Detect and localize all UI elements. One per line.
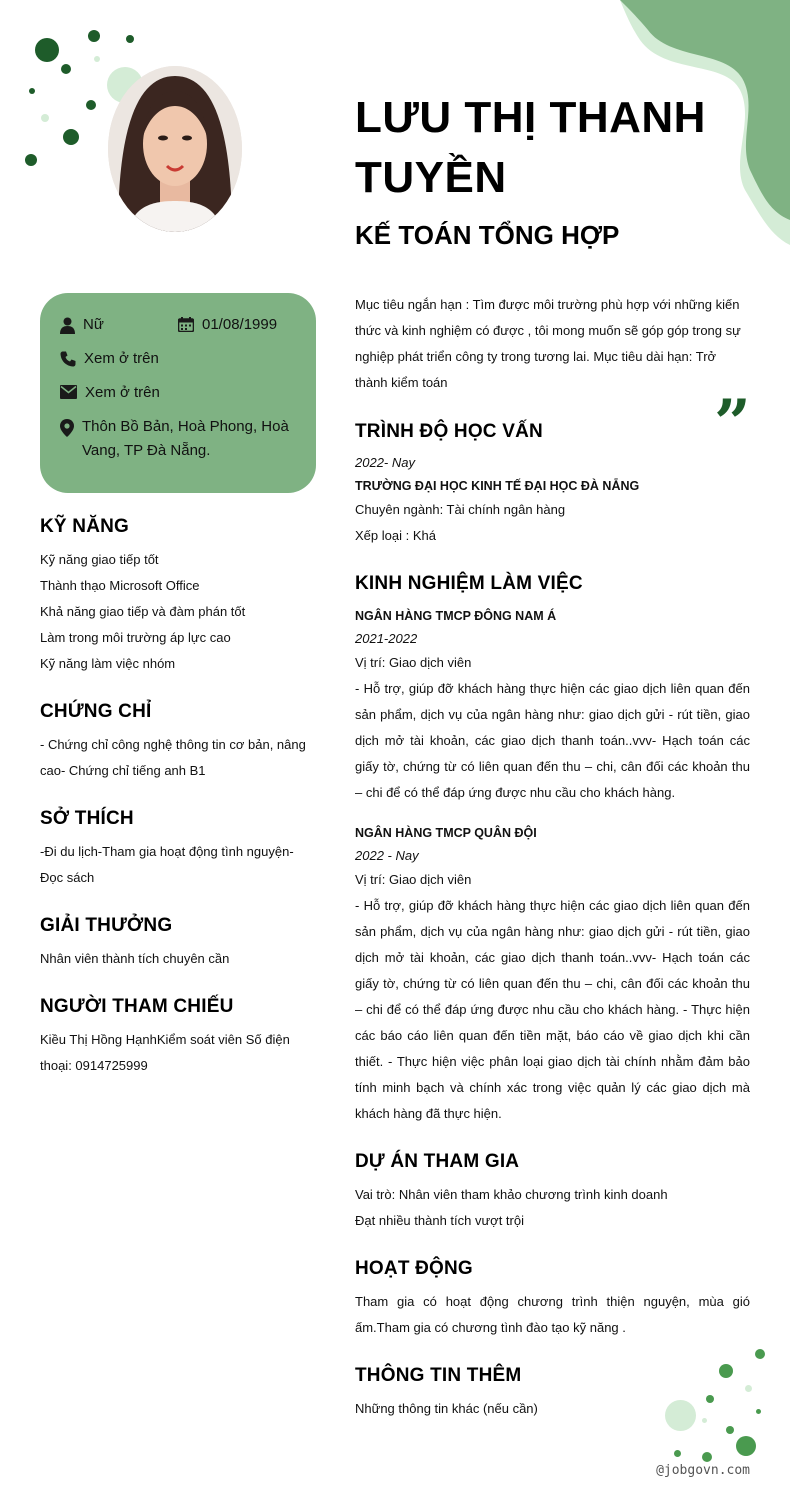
references-title: NGƯỜI THAM CHIẾU <box>40 996 234 1017</box>
job-period: 2022 - Nay <box>355 848 419 863</box>
person-icon <box>60 317 75 334</box>
skill-item: Kỹ năng giao tiếp tốt <box>40 552 159 567</box>
phone-value: Xem ở trên <box>84 350 159 367</box>
education-major: Chuyên ngành: Tài chính ngân hàng <box>355 502 566 517</box>
project-role: Vai trò: Nhân viên tham khảo chương trình kinh doanh <box>355 1187 668 1202</box>
activities-title: HOẠT ĐỘNG <box>355 1258 473 1279</box>
more-info-title: THÔNG TIN THÊM <box>355 1365 522 1386</box>
location-pin-icon <box>60 419 74 437</box>
education-rank: Xếp loại : Khá <box>355 528 436 543</box>
quote-mark-icon: ” <box>714 386 751 461</box>
job-description: - Hỗ trợ, giúp đỡ khách hàng thực hiện các giao dịch liên quan đến sản phẩm, dịch vụ của ngân hàng như: giao dịch gửi - rút tiền, giao dịch mở tài khoản, các giao dịch thanh toán..vvv- Hạch toán các giấy tờ, chứng từ có liên quan đến thu – chi, cân đối các khoản thu – chi để có thể đáp ứng được nhu cầu cho khách hàng. <box>355 681 750 800</box>
job-position: Vị trí: Giao dịch viên <box>355 872 472 887</box>
hobbies-title: SỞ THÍCH <box>40 808 134 829</box>
education-school: TRƯỜNG ĐẠI HỌC KINH TẾ ĐẠI HỌC ĐÀ NẴNG <box>355 479 640 493</box>
skills-title: KỸ NĂNG <box>40 516 130 537</box>
awards-title: GIẢI THƯỞNG <box>40 915 173 936</box>
hobbies-text: -Đi du lịch-Tham gia hoạt động tình nguyện- Đọc sách <box>40 844 294 885</box>
education-title: TRÌNH ĐỘ HỌC VẤN <box>355 421 543 442</box>
skill-item: Làm trong môi trường áp lực cao <box>40 630 231 645</box>
experience-title: KINH NGHIỆM LÀM VIỆC <box>355 573 583 594</box>
projects-title: DỰ ÁN THAM GIA <box>355 1151 520 1172</box>
certificates-text: - Chứng chỉ công nghệ thông tin cơ bản, nâng cao- Chứng chỉ tiếng anh B1 <box>40 737 306 778</box>
certificates-title: CHỨNG CHỈ <box>40 701 152 722</box>
activities-text: Tham gia có hoạt động chương trình thiện nguyện, mùa gió ấm.Tham gia có chương tình đào tạo kỹ năng . <box>355 1294 750 1335</box>
watermark: @jobgovn.com <box>656 1463 750 1478</box>
career-objective: Mục tiêu ngắn hạn : Tìm được môi trường phù hợp với những kiến thức và kinh nghiệm có được , tôi mong muốn sẽ góp góp trong sự nghiệp phát triển công ty trong tương lai. Mục tiêu dài hạn: Trở thành kiểm toán <box>355 297 741 390</box>
address-row <box>60 415 296 463</box>
job-title: KẾ TOÁN TỔNG HỢP <box>355 220 620 250</box>
more-info-text: Những thông tin khác (nếu cần) <box>355 1401 538 1416</box>
phone-row <box>60 347 159 371</box>
job-description: - Hỗ trợ, giúp đỡ khách hàng thực hiện các giao dịch liên quan đến sản phẩm, dịch vụ của ngân hàng như: giao dịch gửi - rút tiền, giao dịch mở tài khoản, các giao dịch thanh toán..vvv- Hạch toán các giấy tờ, chứng từ có liên quan đến thu – chi, cân đối các khoản thu – chi để có thể đáp ứng được nhu cầu cho khách hàng. - Thực hiện các báo cáo liên quan đến tiền mặt, báo cáo về giao dịch khi cần thiết. - Thực hiện việc phân loại giao dịch tài chính nhằm đảm bảo tính minh bạch và chính xác trong việc quản lý các giao dịch mà khách hàng đã thực hiện. <box>355 898 750 1121</box>
job-company: NGÂN HÀNG TMCP QUÂN ĐỘI <box>355 826 537 840</box>
skill-item: Kỹ năng làm việc nhóm <box>40 656 176 671</box>
job-position: Vị trí: Giao dịch viên <box>355 655 472 670</box>
skill-item: Thành thạo Microsoft Office <box>40 578 200 593</box>
email-value: Xem ở trên <box>85 384 160 401</box>
gender-row <box>60 313 104 337</box>
awards-text: Nhân viên thành tích chuyên cần <box>40 951 230 966</box>
job-period: 2021-2022 <box>355 631 418 646</box>
education-period: 2022- Nay <box>355 455 415 470</box>
envelope-icon <box>60 385 77 399</box>
dob-value: 01/08/1999 <box>202 316 278 333</box>
address-value: Thôn Bồ Bản, Hoà Phong, Hoà Vang, TP Đà Nẵng. <box>82 418 289 459</box>
avatar <box>108 66 242 232</box>
references-text: Kiều Thị Hồng HạnhKiểm soát viên Số điện thoại: 0914725999 <box>40 1032 290 1073</box>
phone-icon <box>60 351 76 367</box>
calendar-icon <box>178 317 194 332</box>
email-row <box>60 381 160 405</box>
project-result: Đạt nhiều thành tích vượt trội <box>355 1213 524 1228</box>
candidate-name: LƯU THỊ THANH TUYỀN <box>355 93 706 202</box>
job-company: NGÂN HÀNG TMCP ĐÔNG NAM Á <box>355 609 557 623</box>
contact-card <box>40 293 316 493</box>
skill-item: Khả năng giao tiếp và đàm phán tốt <box>40 604 246 619</box>
gender-value: Nữ <box>83 316 104 333</box>
dob-row <box>178 313 277 337</box>
